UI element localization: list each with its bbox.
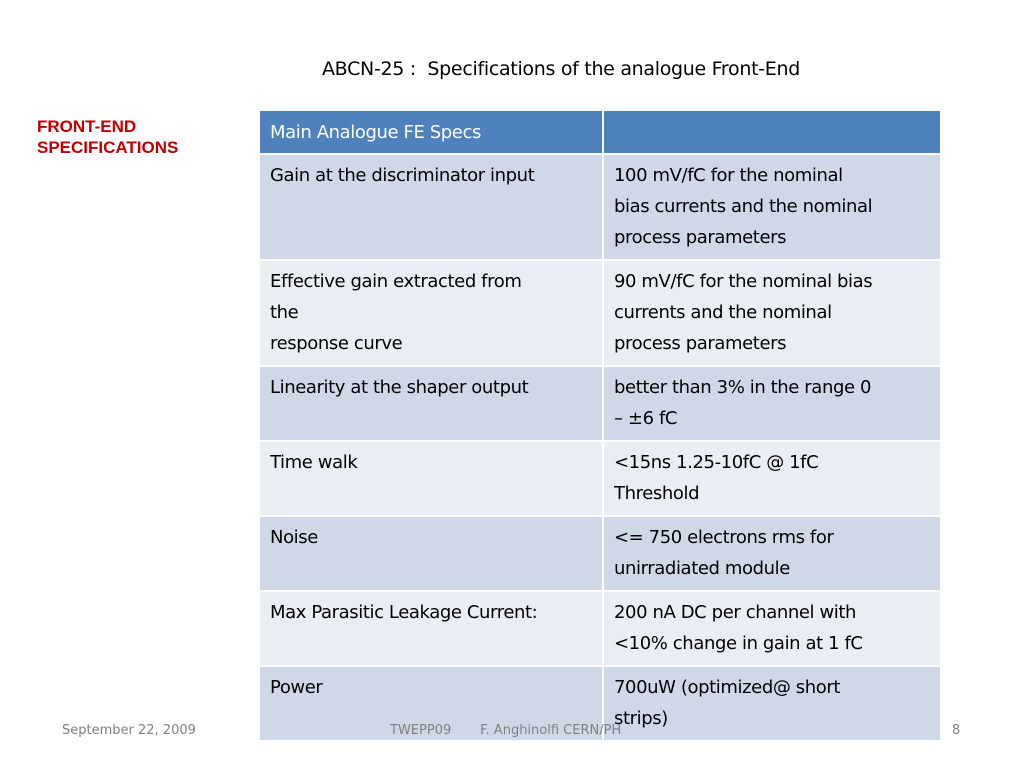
- section-label: [37, 116, 178, 158]
- cell-text: <10% change in gain at 1 fC: [614, 633, 863, 654]
- param-cell: [259, 516, 603, 591]
- cell-text: unirradiated module: [614, 558, 790, 579]
- cell-text: the: [270, 302, 299, 323]
- page-number: 8: [952, 723, 961, 738]
- cell-text: better than 3% in the range 0: [614, 377, 872, 398]
- param-cell: [259, 260, 603, 366]
- value-cell: [603, 366, 941, 441]
- footer-event-author: TWEPP09 F. Anghinolfi CERN/PH: [390, 723, 622, 738]
- table-row: [259, 516, 941, 591]
- cell-text: 700uW (optimized@ short: [614, 677, 841, 698]
- table-row: [259, 441, 941, 516]
- cell-text: currents and the nominal: [614, 302, 832, 323]
- cell-text: <15ns 1.25-10fC @ 1fC: [614, 452, 819, 473]
- value-cell: [603, 260, 941, 366]
- cell-text: Linearity at the shaper output: [270, 377, 529, 398]
- table-row: [259, 260, 941, 366]
- value-cell: [603, 441, 941, 516]
- cell-text: Max Parasitic Leakage Current:: [270, 602, 538, 623]
- header-cell-param: Main Analogue FE Specs: [259, 110, 603, 154]
- cell-text: 100 mV/fC for the nominal: [614, 165, 843, 186]
- param-cell: [259, 366, 603, 441]
- param-cell: [259, 591, 603, 666]
- cell-text: strips): [614, 708, 668, 729]
- cell-text: 200 nA DC per channel with: [614, 602, 857, 623]
- cell-text: <= 750 electrons rms for: [614, 527, 834, 548]
- specs-table: [258, 109, 942, 742]
- cell-text: Gain at the discriminator input: [270, 165, 535, 186]
- cell-text: Power: [270, 677, 323, 698]
- cell-text: Effective gain extracted from: [270, 271, 522, 292]
- table-header-row: [259, 110, 941, 154]
- param-cell: [259, 154, 603, 260]
- section-label-line: FRONT-END: [37, 117, 137, 136]
- table-row: [259, 366, 941, 441]
- cell-text: – ±6 fC: [614, 408, 678, 429]
- header-cell-value: [603, 110, 941, 154]
- slide-title: ABCN-25 : Specifications of the analogue Front-End: [321, 58, 800, 80]
- value-cell: [603, 591, 941, 666]
- value-cell: [603, 154, 941, 260]
- cell-text: Noise: [270, 527, 318, 548]
- cell-text: 90 mV/fC for the nominal bias: [614, 271, 873, 292]
- cell-text: Threshold: [614, 483, 700, 504]
- param-cell: [259, 441, 603, 516]
- cell-text: bias currents and the nominal: [614, 196, 873, 217]
- footer-date: September 22, 2009: [62, 723, 196, 738]
- cell-text: process parameters: [614, 227, 787, 248]
- cell-text: response curve: [270, 333, 403, 354]
- table-row: [259, 154, 941, 260]
- cell-text: process parameters: [614, 333, 787, 354]
- section-label-line: SPECIFICATIONS: [37, 138, 179, 157]
- table-row: [259, 591, 941, 666]
- cell-text: Time walk: [270, 452, 358, 473]
- value-cell: [603, 516, 941, 591]
- value-cell: [603, 666, 941, 741]
